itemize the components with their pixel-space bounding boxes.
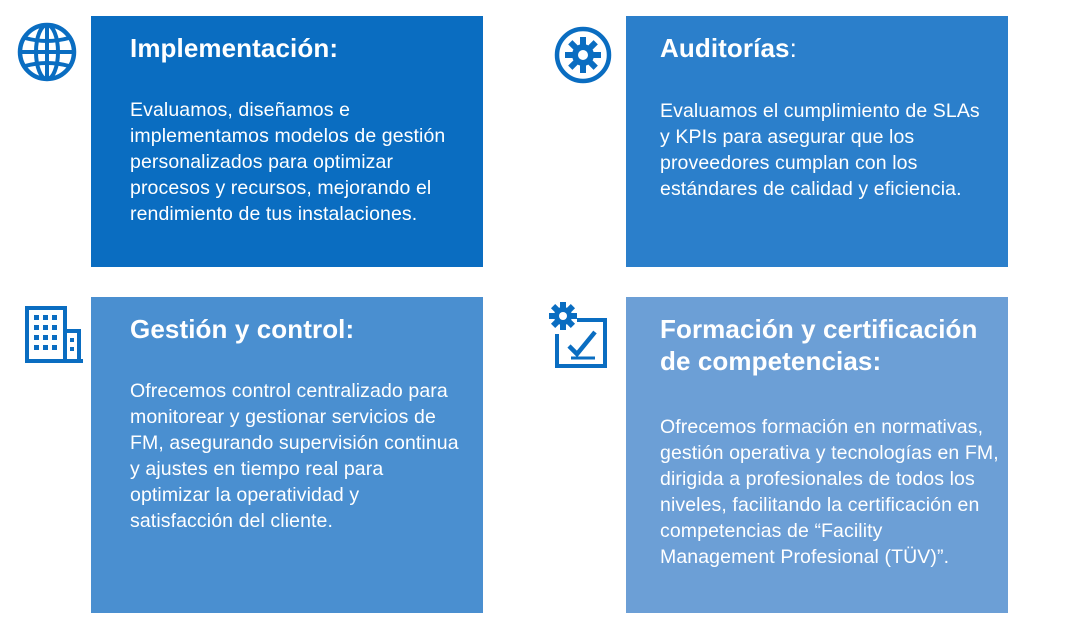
- card-title: Implementación:: [130, 33, 339, 63]
- building-icon: [25, 305, 83, 365]
- gear-icon: [553, 26, 613, 84]
- card-implementacion: [91, 16, 483, 267]
- card-title: Formación y certificación de competencias:: [660, 314, 978, 376]
- card-title: Auditorías:: [660, 33, 797, 63]
- card-formacion-certificacion: [626, 297, 1008, 613]
- card-body: Evaluamos el cumplimiento de SLAs y KPIs para asegurar que los proveedores cumplan con los estándares de calidad y eficiencia.: [660, 100, 980, 200]
- card-gestion-control: [91, 297, 483, 613]
- card-body: Ofrecemos formación en normativas, gestión operativa y tecnologías en FM, dirigida a profesionales de todos los niveles, facilitando la certificación en competencias de “Facility Management Profesional (TÜV)”.: [660, 416, 999, 568]
- globe-icon: [17, 22, 77, 82]
- card-body: Evaluamos, diseñamos e implementamos modelos de gestión personalizados para optimizar procesos y recursos, mejorando el rendimiento de tus instalaciones.: [130, 99, 446, 225]
- card-body: Ofrecemos control centralizado para monitorear y gestionar servicios de FM, asegurando supervisión continua y ajustes en tiempo real para optimizar la operatividad y satisfacción del cliente.: [130, 380, 459, 532]
- certificate-gear-icon: [547, 300, 611, 372]
- card-title: Gestión y control:: [130, 314, 355, 344]
- card-auditorias: [626, 16, 1008, 267]
